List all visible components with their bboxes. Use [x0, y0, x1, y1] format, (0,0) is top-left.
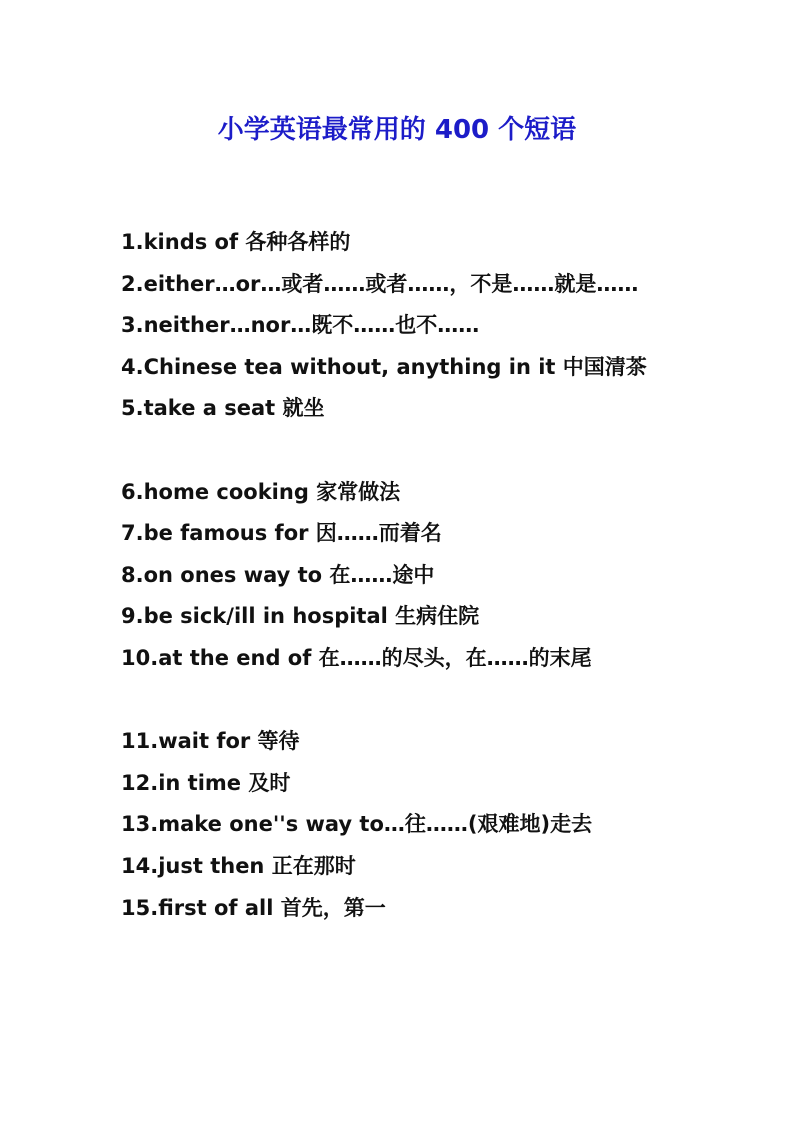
phrase-item: 1.kinds of 各种各样的 — [121, 230, 351, 254]
phrase-group — [121, 472, 677, 680]
phrase-item: 5.take a seat 就坐 — [121, 396, 325, 421]
phrase-group — [121, 721, 677, 929]
phrase-list — [121, 222, 677, 929]
phrase-item: 13.make one''s way to…往……(艰难地)走去 — [121, 812, 593, 837]
group-spacer — [121, 430, 677, 472]
phrase-item: 7.be famous for 因……而着名 — [121, 521, 442, 546]
phrase-item: 6.home cooking 家常做法 — [121, 479, 401, 504]
phrase-item: 2.either…or…或者……或者……，不是……就是…… — [121, 271, 639, 296]
phrase-item: 9.be sick/ill in hospital 生病住院 — [121, 604, 480, 629]
phrase-item: 11.wait for 等待 — [121, 729, 300, 754]
phrase-group — [121, 222, 677, 430]
phrase-item: 12.in time 及时 — [121, 770, 291, 795]
phrase-item: 14.just then 正在那时 — [121, 853, 356, 878]
phrase-item: 8.on ones way to 在……途中 — [121, 562, 435, 587]
phrase-item: 15.first of all 首先，第一 — [121, 895, 386, 920]
phrase-item: 3.neither…nor…既不……也不…… — [121, 313, 480, 338]
page-title: 小学英语最常用的 400 个短语 — [217, 115, 577, 145]
phrase-item: 10.at the end of 在……的尽头，在……的末尾 — [121, 645, 592, 670]
phrase-item: 4.Chinese tea without, anything in it 中国清茶 — [121, 354, 647, 379]
group-spacer — [121, 680, 677, 722]
